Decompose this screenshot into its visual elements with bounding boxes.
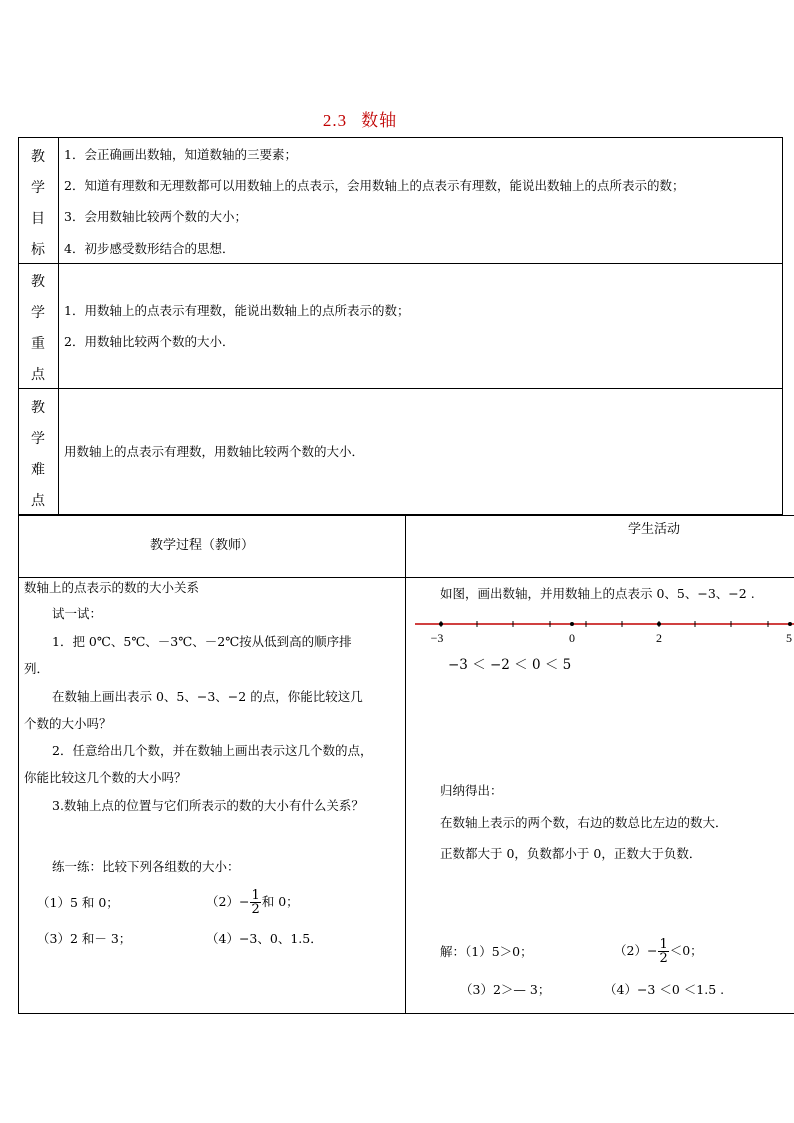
number-line xyxy=(405,612,794,648)
axis-label: 2 xyxy=(656,631,662,645)
process-column-divider xyxy=(405,515,406,1014)
teacher-column-header: 教学过程（教师） xyxy=(150,538,255,553)
order-result: −3 ＜ −2 ＜ 0 ＜ 5 xyxy=(448,657,572,673)
objective-item: 3．会用数轴比较两个数的大小； xyxy=(64,209,247,224)
practice-label: 练一练：比较下列各组数的大小： xyxy=(52,859,240,874)
row-divider xyxy=(18,263,783,264)
student-column-header: 学生活动 xyxy=(628,522,681,537)
try-label: 试一试： xyxy=(52,606,103,621)
difficulties-label: 教 学 难 点 xyxy=(31,400,45,509)
practice-3: （3）2 和－ 3； xyxy=(37,931,132,946)
answer-3: （3）2＞— 3； xyxy=(460,982,551,997)
key-point-item: 1．用数轴上的点表示有理数，能说出数轴上的点所表示的数； xyxy=(64,303,410,318)
rule-1: 在数轴上表示的两个数，右边的数总比左边的数大． xyxy=(440,815,728,830)
question-2: 2．任意给出几个数，并在数轴上画出表示这几个数的点， xyxy=(52,743,373,758)
answer-1: 解：（1）5＞0； xyxy=(440,944,533,959)
page-title xyxy=(0,106,720,131)
process-header-divider xyxy=(18,577,794,578)
title-number: 2.3 xyxy=(322,111,348,130)
axis-label: 0 xyxy=(569,631,575,645)
title-text: 数轴 xyxy=(361,111,398,131)
fraction: $\frac{1}{2}$ xyxy=(251,888,260,917)
student-intro: 如图，画出数轴，并用数轴上的点表示 0、5、−3、−2 . xyxy=(440,586,755,601)
difficulties-text: 用数轴上的点表示有理数，用数轴比较两个数的大小． xyxy=(64,444,365,459)
key-points-label: 教 学 重 点 xyxy=(31,274,45,383)
answer-2: （2）− $\frac{1}{2}$ ＜0； xyxy=(614,937,703,966)
objective-item: 1．会正确画出数轴，知道数轴的三要素； xyxy=(64,147,297,162)
key-point-item: 2．用数轴比较两个数的大小． xyxy=(64,334,235,349)
question-1-axis: 在数轴上画出表示 0、5、−3、−2 的点，你能比较这几 xyxy=(52,689,363,704)
axis-label: −3 xyxy=(430,631,444,645)
objective-item: 4．初步感受数形结合的思想． xyxy=(64,241,235,256)
question-1-axis-cont: 个数的大小吗？ xyxy=(24,716,112,731)
question-2-cont: 你能比较这几个数的大小吗？ xyxy=(24,770,187,785)
teacher-heading: 数轴上的点表示的数的大小关系 xyxy=(24,580,200,595)
conclude-label: 归纳得出： xyxy=(440,783,503,798)
fraction: $\frac{1}{2}$ xyxy=(659,937,668,966)
question-1: 1．把 0℃、5℃、－3℃、－2℃按从低到高的顺序排 xyxy=(52,634,352,649)
axis-label: 5 xyxy=(786,631,792,645)
row-divider xyxy=(18,388,783,389)
question-3: 3.数轴上点的位置与它们所表示的数的大小有什么关系？ xyxy=(52,798,364,813)
rule-2: 正数都大于 0，负数都小于 0，正数大于负数． xyxy=(440,846,702,861)
question-1-cont: 列． xyxy=(24,661,50,676)
answer-4: （4）−3 ＜0 ＜1.5 . xyxy=(604,982,725,997)
practice-1: （1）5 和 0； xyxy=(37,895,119,910)
objective-item: 2．知道有理数和无理数都可以用数轴上的点表示，会用数轴上的点表示有理数，能说出数轴上的点所表示的数； xyxy=(64,178,685,193)
label-column-divider xyxy=(58,137,59,515)
objectives-label: 教 学 目 标 xyxy=(31,149,45,258)
practice-2: （2）− $\frac{1}{2}$ 和 0； xyxy=(206,888,299,917)
practice-4: （4）−3、0、1.5． xyxy=(206,931,323,946)
